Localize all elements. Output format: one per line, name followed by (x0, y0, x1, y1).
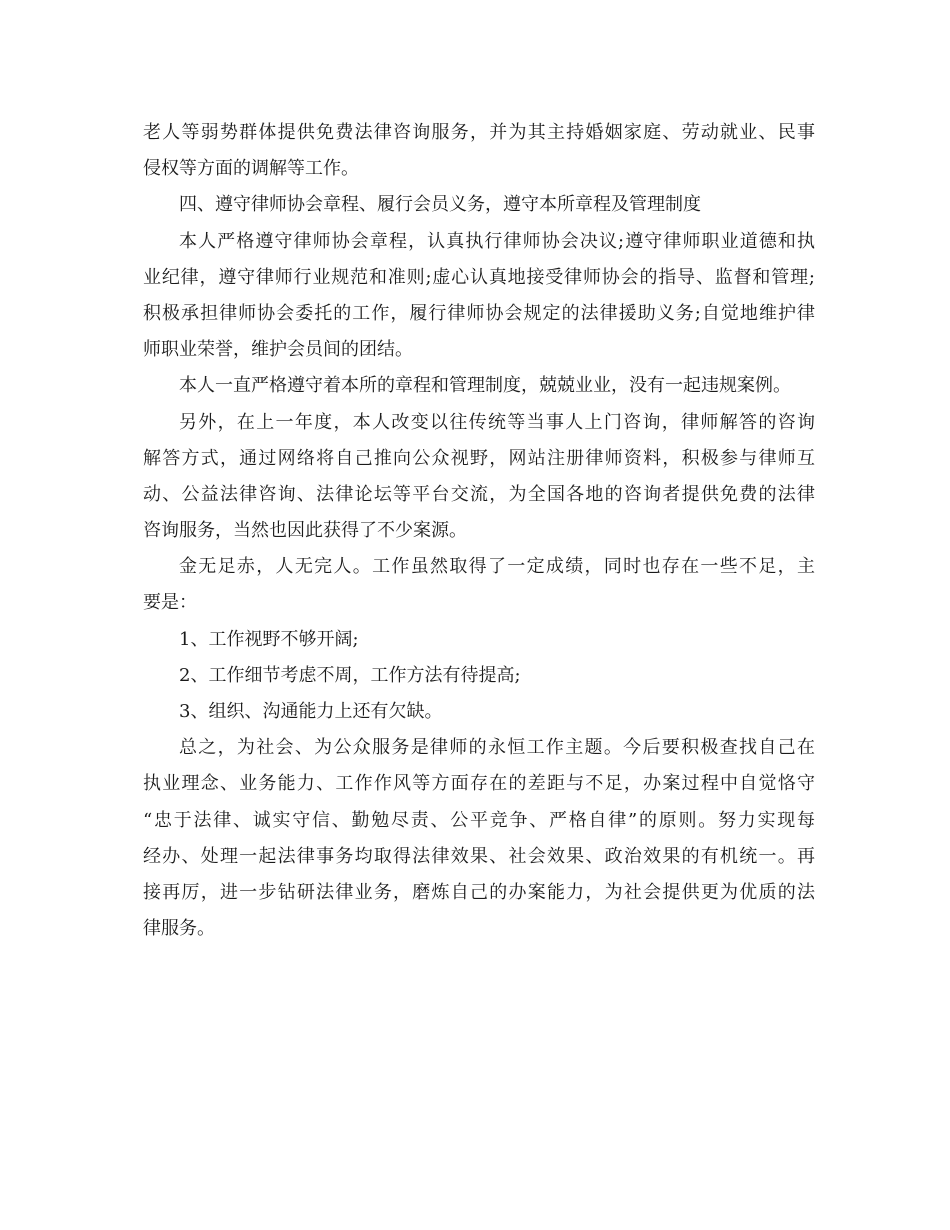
text-line: 业纪律，遵守律师行业规范和准则;虚心认真地接受律师协会的指导、监督和管理; (143, 266, 815, 288)
text-line: 金无足赤，人无完人。工作虽然取得了一定成绩，同时也存在一些不足，主 (179, 556, 815, 578)
text-line: 2、工作细节考虑不周，工作方法有待提高; (179, 664, 521, 686)
text-line: 咨询服务，当然也因此获得了不少案源。 (143, 520, 467, 542)
text-line: 要是： (143, 592, 197, 614)
text-line: 总之，为社会、为公众服务是律师的永恒工作主题。今后要积极查找自己在 (179, 737, 815, 759)
text-line: 师职业荣誉，维护会员间的团结。 (143, 339, 413, 361)
text-line: 解答方式，通过网络将自己推向公众视野，网站注册律师资料，积极参与律师互 (143, 447, 815, 469)
text-line: 积极承担律师协会委托的工作，履行律师协会规定的法律援助义务;自觉地维护律 (143, 302, 815, 324)
text-line: 老人等弱势群体提供免费法律咨询服务，并为其主持婚姻家庭、劳动就业、民事 (143, 122, 815, 143)
document-body (143, 115, 815, 947)
text-line: 接再厉，进一步钻研法律业务，磨炼自己的办案能力，为社会提供更为优质的法 (143, 881, 815, 903)
text-line: 本人严格遵守律师协会章程，认真执行律师协会决议;遵守律师职业道德和执 (179, 230, 815, 252)
text-line: 1、工作视野不够开阔; (179, 628, 359, 650)
text-line: 动、公益法律咨询、法律论坛等平台交流，为全国各地的咨询者提供免费的法律 (143, 483, 815, 505)
text-line: 律服务。 (143, 918, 215, 940)
text-line: 3、组织、沟通能力上还有欠缺。 (179, 701, 443, 722)
text-line: 四、遵守律师协会章程、履行会员义务，遵守本所章程及管理制度 (179, 194, 701, 216)
text-line: 经办、处理一起法律事务均取得法律效果、社会效果、政治效果的有机统一。再 (143, 845, 815, 867)
text-line: 另外，在上一年度，本人改变以往传统等当事人上门咨询，律师解答的咨询 (179, 411, 815, 433)
text-line: 本人一直严格遵守着本所的章程和管理制度，兢兢业业，没有一起违规案例。 (179, 375, 791, 397)
text-line: 侵权等方面的调解等工作。 (143, 158, 359, 180)
text-line: 执业理念、业务能力、工作作风等方面存在的差距与不足，办案过程中自觉恪守 (143, 773, 815, 795)
text-line: “忠于法律、诚实守信、勤勉尽责、公平竞争、严格自律”的原则。努力实现每 (143, 809, 815, 831)
